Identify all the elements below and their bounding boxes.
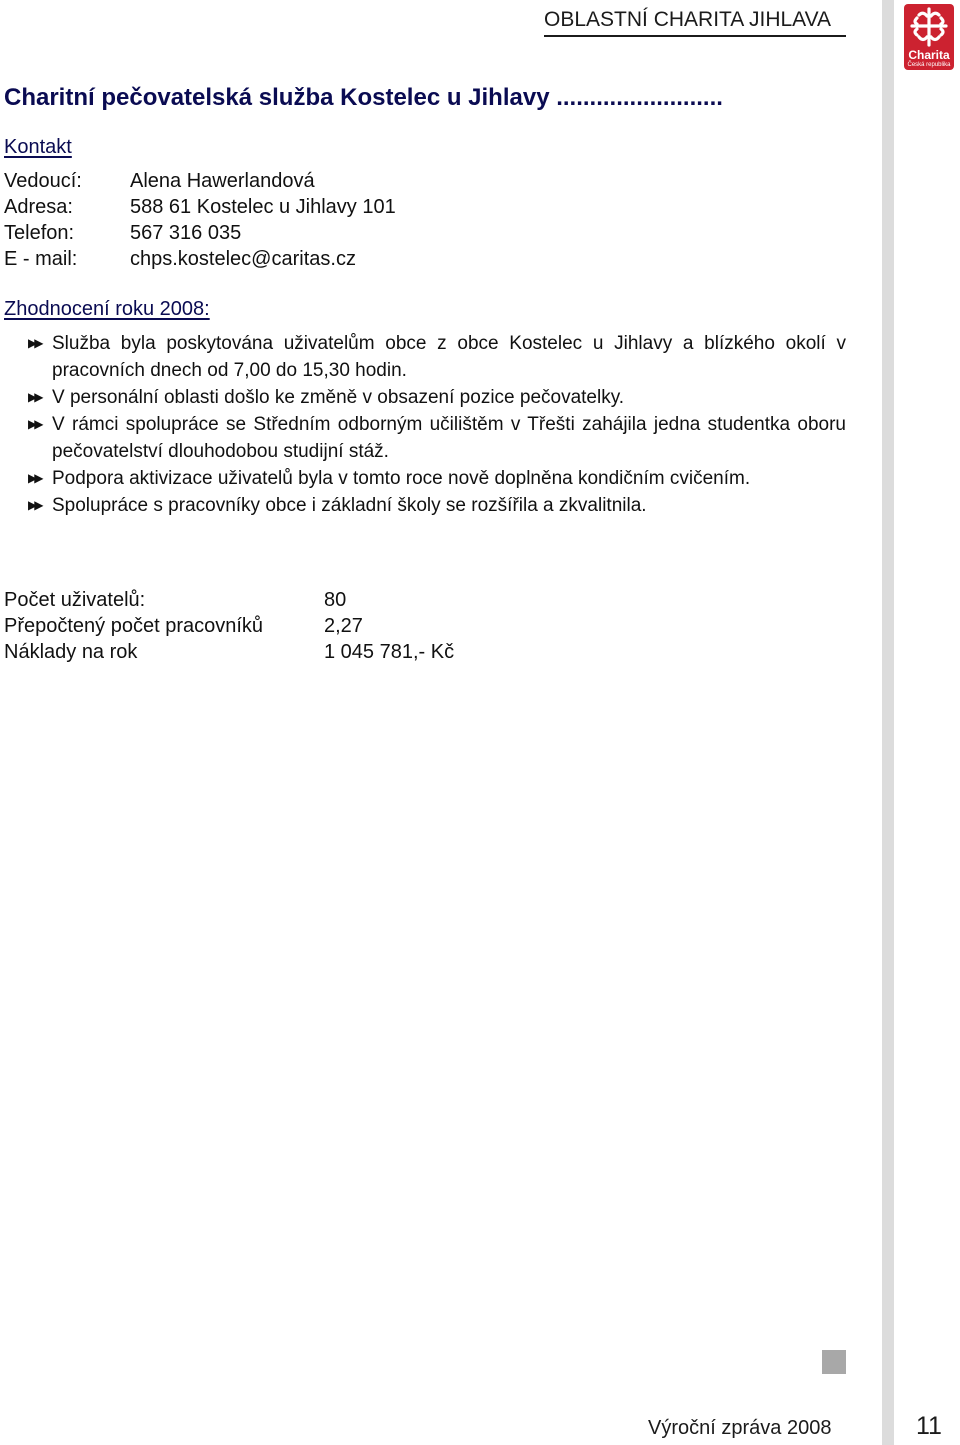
stat-row-workers [4,613,454,639]
contact-label: Telefon: [4,222,75,244]
list-item [4,384,846,411]
charita-logo [904,4,954,70]
double-triangle-bullet-icon: ▶▶ [28,471,41,485]
contact-value: 588 61 Kostelec u Jihlavy 101 [130,196,396,218]
stat-row-users [4,587,454,613]
contact-row-address [4,194,396,220]
stat-label: Náklady na rok [4,641,138,663]
contact-label: Vedoucí: [4,170,82,192]
list-item-text: Podpora aktivizace uživatelů byla v tomto roce nově doplněna kondičním cvičením. [52,468,751,489]
contact-heading: Kontakt [4,136,72,158]
list-item [4,411,846,465]
double-triangle-bullet-icon: ▶▶ [28,390,41,404]
double-triangle-bullet-icon: ▶▶ [28,417,41,431]
decorative-square [822,1350,846,1374]
header-org-name: OBLASTNÍ CHARITA JIHLAVA [544,8,846,37]
contact-value: Alena Hawerlandová [130,170,315,192]
stat-value: 1 045 781,- Kč [324,641,455,663]
list-item-text: V personální oblasti došlo ke změně v obsazení pozice pečovatelky. [52,387,625,408]
list-item-text: V rámci spolupráce se Středním odborným učilištěm v Třešti zahájila jedna studentka oboru pečovatelství dlouhodobou studijní stáž. [52,414,846,462]
list-item [4,465,846,492]
contact-row-phone [4,220,396,246]
double-triangle-bullet-icon: ▶▶ [28,498,41,512]
logo-name: Charita [908,48,950,62]
stats-block [4,587,454,665]
footer-title: Výroční zpráva 2008 [648,1417,832,1439]
page-title: Charitní pečovatelská služba Kostelec u Jihlavy ......................... [4,84,723,111]
evaluation-list [4,330,846,519]
contact-block [4,168,396,272]
stat-label: Počet uživatelů: [4,589,146,611]
contact-value: 567 316 035 [130,222,242,244]
contact-label: E - mail: [4,248,78,270]
stat-value: 80 [324,589,347,611]
stat-label: Přepočtený počet pracovníků [4,615,264,637]
contact-row-email [4,246,396,272]
contact-row-leader [4,168,396,194]
double-triangle-bullet-icon: ▶▶ [28,336,41,350]
list-item-text: Služba byla poskytována uživatelům obce z obce Kostelec u Jihlavy a blízkého okolí v pracovních dnech od 7,00 do 15,30 hodin. [52,333,846,381]
right-margin-strip [882,0,894,1445]
charita-cross-icon [910,7,948,47]
page-number: 11 [916,1412,942,1440]
evaluation-heading: Zhodnocení roku 2008: [4,298,210,320]
list-item [4,492,846,519]
contact-label: Adresa: [4,196,73,218]
stat-value: 2,27 [324,615,363,637]
stat-row-costs [4,639,454,665]
logo-subtitle: Česká republika [907,62,951,68]
list-item [4,330,846,384]
email-link[interactable]: chps.kostelec@caritas.cz [130,248,356,270]
list-item-text: Spolupráce s pracovníky obce i základní školy se rozšířila a zkvalitnila. [52,495,647,516]
